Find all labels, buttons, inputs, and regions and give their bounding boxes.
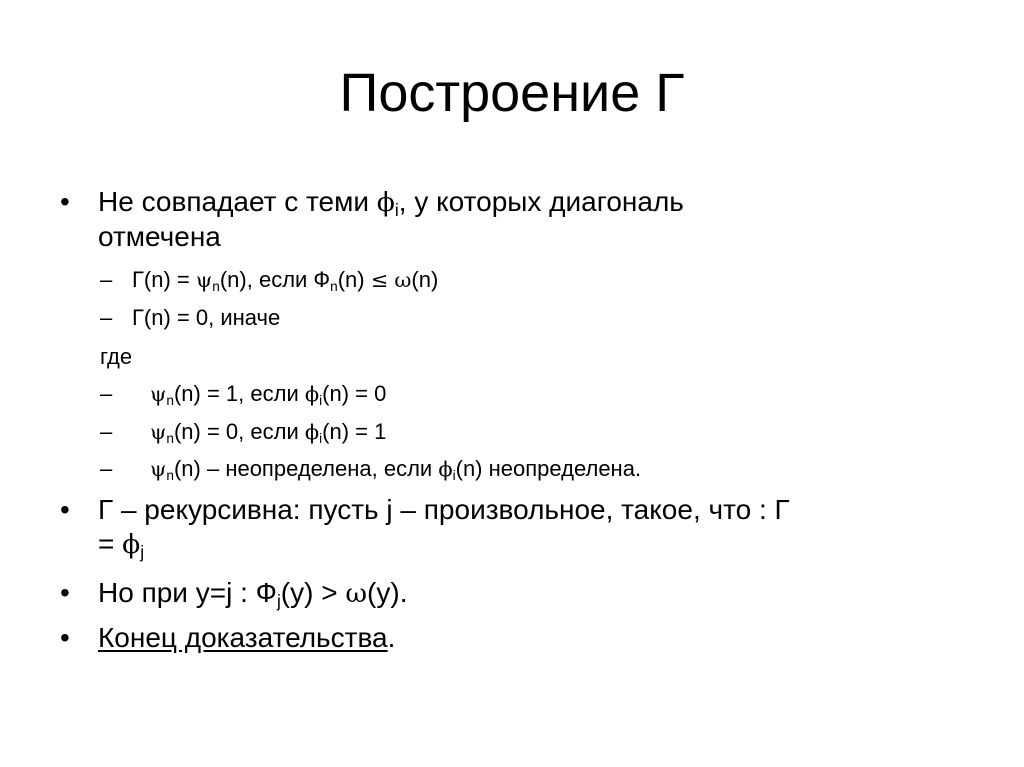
dash-icon: – bbox=[100, 267, 113, 292]
sub-item-text: где bbox=[100, 344, 133, 369]
psi-symbol: ψ bbox=[150, 420, 167, 444]
sub-item bbox=[0, 418, 1024, 446]
omega-symbol: ω bbox=[345, 578, 368, 609]
sub-item-text: $\psi_n(n)$ – неопределена, если $\phi_i(n)$ неопределена. bbox=[150, 456, 642, 483]
bullet-item bbox=[0, 185, 1024, 255]
bullet-text bbox=[98, 185, 978, 254]
bullet-icon: • bbox=[60, 494, 70, 525]
sub-item-text: $\psi_n(n) = 0$, если $\phi_i(n) = 1$ bbox=[150, 419, 387, 446]
sub-item-text: Г(n) = 0, иначе bbox=[132, 305, 281, 330]
bullet-item bbox=[0, 576, 1024, 612]
sub-item bbox=[0, 343, 1024, 371]
phi-symbol: ϕ bbox=[304, 382, 320, 406]
phi-symbol: ϕ bbox=[376, 187, 395, 218]
phi-symbol: ϕ bbox=[438, 457, 453, 481]
slide-title: Построение Г bbox=[339, 63, 685, 123]
psi-symbol: ψ bbox=[150, 457, 167, 481]
phi-symbol: ϕ bbox=[304, 420, 320, 444]
sub-item-text: $\psi_n(n) = 1$, если $\phi_i(n) = 0$ bbox=[150, 381, 387, 408]
psi-symbol: ψ bbox=[195, 268, 213, 292]
end-of-proof-link[interactable]: Конец доказательства bbox=[98, 622, 388, 653]
bullet-icon: • bbox=[60, 622, 70, 653]
dash-icon: – bbox=[100, 419, 113, 444]
sub-item bbox=[0, 266, 1024, 294]
psi-symbol: ψ bbox=[150, 382, 167, 406]
leq-symbol: ≤ bbox=[370, 268, 389, 292]
bullet-text: Конец доказательства. bbox=[98, 622, 396, 653]
bullet-item bbox=[0, 493, 1024, 563]
sub-item-text: $Г(n) = \psi_n(n)$, если $Ф_n(n) \le \omega(n)$ bbox=[132, 267, 439, 294]
dash-icon: – bbox=[100, 456, 113, 481]
bullet-text bbox=[98, 493, 978, 562]
bullet-text: Но при y=j : $Ф_j(y) > \omega(y)$. bbox=[98, 577, 408, 611]
bullet-item bbox=[0, 621, 1024, 657]
sub-item bbox=[0, 380, 1024, 408]
sub-item bbox=[0, 304, 1024, 332]
bullet-line: отмечена bbox=[98, 221, 221, 252]
bullet-line: Не совпадает с теми $\phi_i$, у которых диагональ bbox=[98, 186, 684, 220]
bullet-icon: • bbox=[60, 577, 70, 608]
dash-icon: – bbox=[100, 305, 113, 330]
phi-symbol: ϕ bbox=[122, 529, 141, 560]
sub-item bbox=[0, 455, 1024, 483]
omega-symbol: ω bbox=[394, 268, 412, 292]
bullet-line: Г – рекурсивна: пусть j – произвольное, такое, что : Г bbox=[98, 494, 790, 525]
bullet-icon: • bbox=[60, 186, 70, 217]
dash-icon: – bbox=[100, 381, 113, 406]
bullet-line: = $\phi_j$ bbox=[98, 528, 145, 562]
